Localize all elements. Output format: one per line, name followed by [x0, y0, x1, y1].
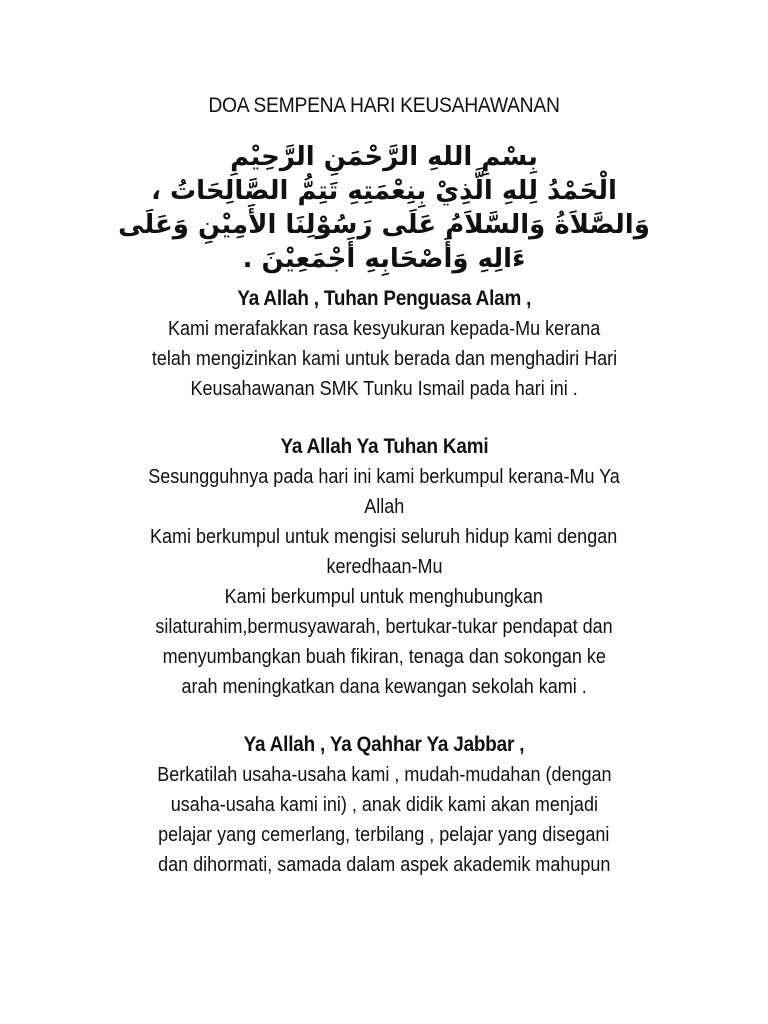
prayer-line-text: silaturahim,bermusyawarah, bertukar-tukar pendapat dan	[155, 616, 613, 638]
prayer-line-text: Sesungguhnya pada hari ini kami berkumpul kerana-Mu Ya	[148, 466, 620, 488]
prayer-line-text: Keusahawanan SMK Tunku Ismail pada hari ini .	[190, 378, 578, 400]
section-heading-text: Ya Allah , Ya Qahhar Ya Jabbar ,	[243, 733, 525, 756]
prayer-line	[100, 552, 668, 582]
prayer-line-text: usaha-usaha kami ini) , anak didik kami akan menjadi	[170, 794, 598, 816]
section-heading	[100, 730, 668, 760]
prayer-line-text: Berkatilah usaha-usaha kami , mudah-mudahan (dengan	[156, 764, 612, 786]
section-heading	[100, 432, 668, 462]
prayer-line	[100, 672, 668, 702]
prayer-line	[100, 522, 668, 552]
paragraph-spacer	[100, 702, 668, 730]
prayer-line	[100, 760, 668, 790]
document-title: DOA SEMPENA HARI KEUSAHAWANAN	[208, 94, 560, 117]
section-heading-text: Ya Allah , Tuhan Penguasa Alam ,	[237, 287, 531, 310]
arabic-opening	[110, 140, 658, 276]
prayer-line	[100, 374, 668, 404]
prayer-line	[100, 582, 668, 612]
prayer-line-text: keredhaan-Mu	[325, 556, 443, 578]
prayer-line	[100, 314, 668, 344]
prayer-line	[100, 850, 668, 880]
prayer-line	[100, 820, 668, 850]
prayer-line-text: Kami berkumpul untuk mengisi seluruh hidup kami dengan	[150, 526, 618, 548]
prayer-line	[100, 492, 668, 522]
prayer-line-text: dan dihormati, samada dalam aspek akademik mahupun	[157, 854, 611, 876]
prayer-line-text: Kami berkumpul untuk menghubungkan	[224, 586, 544, 608]
prayer-line-text: Allah	[363, 496, 405, 518]
section-heading	[100, 284, 668, 314]
prayer-line-text: Kami merafakkan rasa kesyukuran kepada-Mu kerana	[167, 318, 601, 340]
section-heading-text: Ya Allah Ya Tuhan Kami	[280, 435, 488, 458]
prayer-line-text: menyumbangkan buah fikiran, tenaga dan sokongan ke	[162, 646, 606, 668]
prayer-line-text: telah mengizinkan kami untuk berada dan menghadiri Hari	[151, 348, 617, 370]
prayer-line	[100, 344, 668, 374]
prayer-line-text: arah meningkatkan dana kewangan sekolah kami .	[181, 676, 587, 698]
arabic-line-salawat: وَالصَّلاَةُ وَالسَّلاَمُ عَلَى رَسُوْلِنَا الأَمِيْنِ وَعَلَى	[118, 210, 650, 240]
prayer-body	[100, 284, 668, 880]
prayer-line	[100, 462, 668, 492]
prayer-line	[100, 790, 668, 820]
prayer-line	[100, 642, 668, 672]
paragraph-spacer	[100, 404, 668, 432]
arabic-line-closing: ءَالِهِ وَأَصْحَابِهِ أَجْمَعِيْنَ .	[242, 244, 526, 274]
arabic-line-basmalah: بِسْمِ اللهِ الرَّحْمَنِ الرَّحِيْمِ	[230, 142, 538, 172]
prayer-line	[100, 612, 668, 642]
arabic-line-hamdalah: الْحَمْدُ لِلهِ الَّذِيْ بِنِعْمَتِهِ تَتِمُّ الصَّالِحَاتُ ،	[151, 176, 617, 206]
prayer-line-text: pelajar yang cemerlang, terbilang , pelajar yang disegani	[158, 824, 610, 846]
